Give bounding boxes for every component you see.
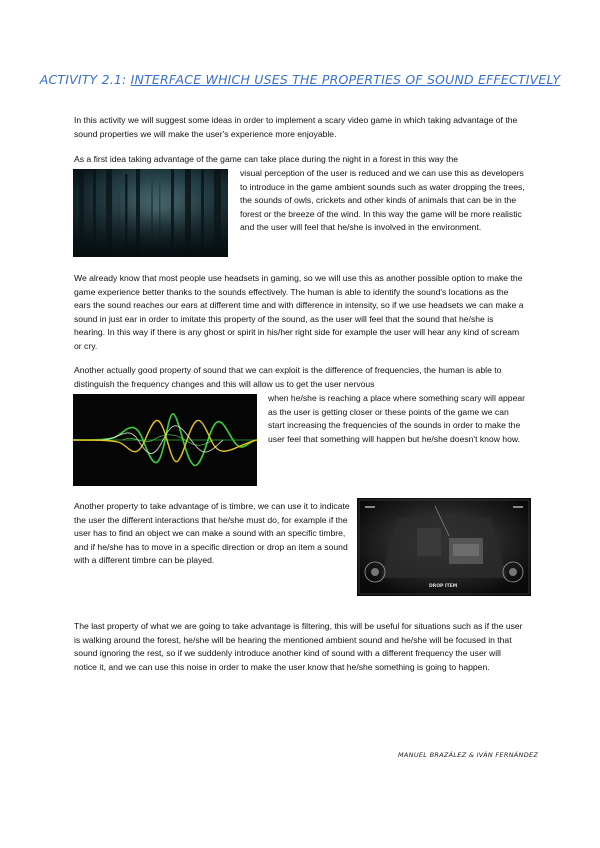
title-prefix: ACTIVITY 2.1: (39, 72, 131, 87)
forest-image (73, 169, 228, 257)
forest-side-paragraph: visual perception of the user is reduced and we can use this as developers to introduce in the game ambient sounds such as water dropping the trees, the sounds of owls, crickets and other kinds of animals that can be in the forest or the breeze of the wind. In this way the game will be more realistic and the user will feel that he/she is involved in the environment. (240, 168, 525, 233)
authors-footer: MANUEL BRAZÁLEZ & IVÁN FERNÁNDEZ (398, 751, 539, 759)
intro-paragraph: In this activity we will suggest some ideas in order to implement a scary video game in which taking advantage of the sound properties we will make the user's experience more enjoyable. (74, 115, 518, 139)
frequency-lead-paragraph: Another actually good property of sound that we can exploit is the difference of frequencies, the human is able to distinguish the frequency changes and this will allow us to get the user nervous (74, 365, 502, 389)
sound-wave-image (73, 394, 257, 486)
document-title (0, 72, 600, 87)
timbre-paragraph: Another property to take advantage of is timbre, we can use it to indicate the user the different interactions that he/she must do, for example if the user has to find an object we can make a sound with an specific timbre, and if he/she has to move in a specific direction or drop an item a sound with a different timbre can be played. (74, 501, 350, 566)
frequency-side-paragraph: when he/she is reaching a place where something scary will appear as the user is getting closer or these points of the game we can start increasing the frequencies of the sounds in order to make the user feel that something will happen but he/she doesn't know how. (268, 393, 525, 444)
title-main: INTERFACE WHICH USES THE PROPERTIES OF SOUND EFFECTIVELY (130, 72, 561, 87)
forest-night-picture (73, 169, 228, 257)
filtering-paragraph: The last property of what we are going to take advantage is filtering, this will be useful for situations such as if the user is walking around the forest, he/she will be hearing the mentioned ambient sound and he/she will be focused in that sound ignoring the rest, so if we suddenly introduce another kind of sound with a different frequency the user will notice it, and we can use this noise in order to make the user know that he/she something is going to happen. (74, 621, 523, 672)
forest-lead-paragraph: As a first idea taking advantage of the game can take place during the night in a forest in this way the (74, 154, 459, 164)
game-screenshot-image (357, 498, 531, 596)
headsets-paragraph: We already know that most people use headsets in gaming, so we will use this as another possible option to make the game experience better thanks to the sounds effectively. The human is able to identify the sound's locations as the ears the sound reaches our ears at different time and with difference in intensity, so if we use headsets we can make a sound in just ear in order to imitate this property of the sound, as the user will feel that the sound that he/she is hearing. In this way if there is any ghost or spirit in his/her right side for example the user will hear any kind of scream or cry. (74, 273, 524, 351)
game-room-picture (357, 498, 531, 596)
drop-item-button: DROP ITEM (429, 584, 458, 589)
frequency-waveform-picture (73, 394, 257, 486)
